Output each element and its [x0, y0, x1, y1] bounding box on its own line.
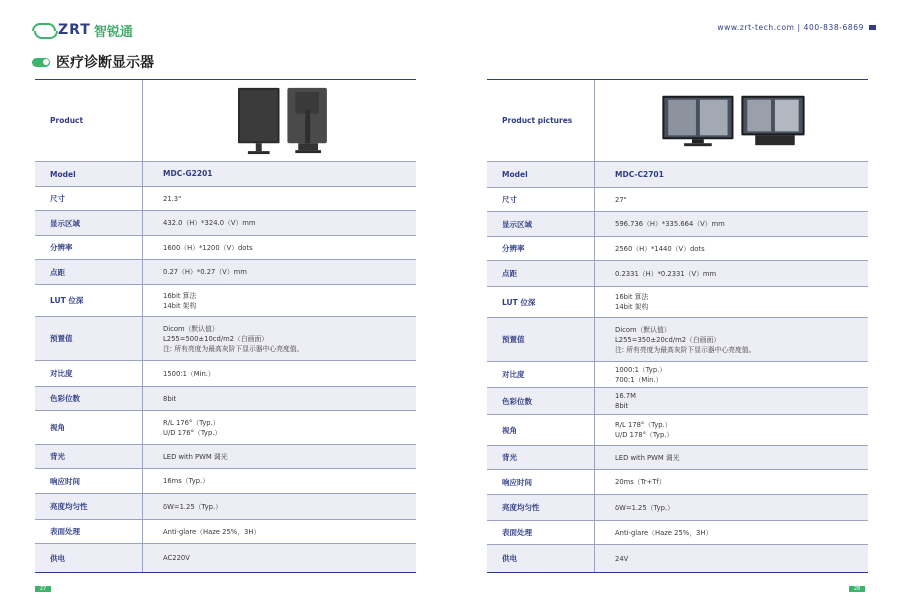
spec-row [487, 237, 868, 261]
spec-row [35, 361, 416, 387]
spec-value-line: U/D 176°（Typ.） [163, 428, 222, 437]
spec-row [487, 415, 868, 446]
spec-value-line: 432.0（H）*324.0（V）mm [163, 219, 256, 227]
spec-label: 供电 [487, 545, 595, 572]
spec-label: 对比度 [35, 361, 143, 386]
spec-value [595, 287, 868, 317]
spec-value-line: 16bit 算法 [163, 291, 197, 300]
product-image-cell [595, 80, 868, 161]
spec-value-line: 注: 所有亮度为最高灰阶下显示器中心亮度值。 [163, 344, 304, 353]
spec-value-line: R/L 178°（Typ.） [615, 421, 672, 429]
spec-value-line: 16bit 算法 [615, 293, 649, 301]
spec-value-line: R/L 176°（Typ.） [163, 418, 220, 427]
spec-value-line: 27" [615, 195, 627, 204]
spec-row [487, 188, 868, 212]
spec-value [143, 187, 416, 210]
product-image-cell [143, 80, 416, 161]
page-number-left: 27 [35, 586, 51, 592]
spec-value-line: 14bit 架构 [163, 301, 197, 310]
spec-value [595, 261, 868, 286]
spec-value-line: 596.736（H）*335.664（V）mm [615, 220, 725, 228]
monitor-back-image [287, 88, 327, 153]
spec-value-line: 24V [615, 554, 629, 563]
brand-logo [32, 20, 133, 40]
spec-value [595, 545, 868, 572]
spec-value [595, 162, 868, 187]
spec-value [595, 388, 868, 414]
spec-value [595, 470, 868, 494]
spec-label: 对比度 [487, 362, 595, 387]
spec-value-line: 8bit [163, 394, 177, 403]
spec-label: 预置值 [487, 318, 595, 361]
monitor-xray-image-1 [662, 96, 733, 146]
spec-value-line: 1500:1（Min.） [163, 369, 215, 378]
spec-label: 响应时间 [487, 470, 595, 494]
spec-value [143, 361, 416, 386]
spec-row [35, 387, 416, 411]
product-picture [143, 80, 416, 161]
spec-value-line: 16ms（Typ.） [163, 477, 209, 485]
spec-value [143, 317, 416, 360]
spec-value-line: Dicom（默认值） [163, 324, 219, 333]
spec-value-line: MDC-C2701 [615, 169, 664, 179]
product-picture [595, 80, 868, 161]
monitor-front-image [238, 88, 279, 154]
spec-label: 视角 [487, 415, 595, 445]
spec-value-line: 8bit [615, 402, 629, 410]
spec-value [143, 411, 416, 444]
spec-label: LUT 位深 [35, 285, 143, 316]
spec-row [35, 411, 416, 445]
spec-row [35, 285, 416, 317]
spec-label: 亮度均匀性 [487, 495, 595, 520]
spec-row [35, 236, 416, 260]
logo-mark-icon [32, 22, 54, 38]
spec-row [487, 470, 868, 495]
spec-label: 亮度均匀性 [35, 494, 143, 519]
spec-value-line: 1000:1（Typ.） [615, 365, 667, 374]
spec-label: 表面处理 [487, 521, 595, 544]
spec-value [143, 236, 416, 259]
spec-value [143, 387, 416, 410]
toggle-pill-icon [32, 58, 50, 67]
spec-value [143, 260, 416, 284]
spec-value [595, 415, 868, 445]
spec-value-line: L255=500±10cd/m2（白画面） [163, 334, 269, 343]
spec-label: 表面处理 [35, 520, 143, 543]
spec-value-line: Anti-glare（Haze 25%，3H） [615, 528, 713, 537]
spec-row [487, 318, 868, 362]
spec-value [143, 494, 416, 519]
spec-row [487, 521, 868, 545]
spec-row [487, 362, 868, 388]
brand-name-en: ZRT [58, 22, 91, 38]
spec-label: Model [35, 162, 143, 186]
spec-value [143, 445, 416, 468]
page-number-right: 28 [849, 586, 865, 592]
spec-row [35, 317, 416, 361]
spec-label: 点距 [35, 260, 143, 284]
spec-value [595, 212, 868, 236]
spec-value-line: 注: 所有亮度为最高灰阶下显示器中心亮度值。 [615, 345, 756, 354]
spec-label: 分辨率 [487, 237, 595, 260]
contact-info [717, 23, 876, 32]
spec-row [487, 261, 868, 287]
spec-value [143, 520, 416, 543]
spec-value [595, 237, 868, 260]
spec-label: 显示区域 [487, 212, 595, 236]
spec-value-line: 21.3" [163, 194, 182, 203]
spec-value [595, 318, 868, 361]
spec-value [595, 495, 868, 520]
spec-row [35, 494, 416, 520]
spec-row [487, 388, 868, 415]
spec-value-line: AC220V [163, 554, 190, 562]
spec-label: 背光 [487, 446, 595, 469]
spec-value [595, 446, 868, 469]
spec-label: Product pictures [487, 80, 595, 161]
spec-row [35, 445, 416, 469]
spec-value [143, 469, 416, 493]
spec-table-left [35, 79, 416, 573]
brand-name-cn: 智锐通 [93, 24, 133, 40]
spec-value [595, 362, 868, 387]
spec-row [35, 469, 416, 494]
spec-value-line: δW=1.25（Typ.） [163, 502, 222, 511]
spec-table-right [487, 79, 868, 573]
spec-value [143, 544, 416, 572]
spec-value-line: LED with PWM 调光 [163, 452, 228, 461]
spec-row [35, 80, 416, 162]
spec-row [35, 520, 416, 544]
spec-row [35, 260, 416, 285]
spec-label: 显示区域 [35, 211, 143, 235]
section-title-text: 医疗诊断显示器 [56, 55, 154, 71]
spec-label: 色彩位数 [487, 388, 595, 414]
spec-label: 分辨率 [35, 236, 143, 259]
spec-row [35, 187, 416, 211]
spec-label: 视角 [35, 411, 143, 444]
spec-label: 供电 [35, 544, 143, 572]
spec-label: Product [35, 80, 143, 161]
spec-label: 尺寸 [487, 188, 595, 211]
spec-value-line: LED with PWM 调光 [615, 453, 680, 462]
spec-label: 点距 [487, 261, 595, 286]
contact-square-icon [869, 25, 876, 30]
spec-row [35, 544, 416, 572]
spec-label: 预置值 [35, 317, 143, 360]
section-title [32, 52, 154, 72]
spec-value [143, 211, 416, 235]
spec-value [595, 188, 868, 211]
spec-value [595, 521, 868, 544]
spec-value-line: MDC-G2201 [163, 169, 213, 178]
spec-value-line: L255=350±20cd/m2（白画面） [615, 335, 721, 344]
spec-label: Model [487, 162, 595, 187]
spec-row [487, 495, 868, 521]
spec-value-line: 0.27（H）*0.27（V）mm [163, 268, 247, 276]
spec-row [487, 162, 868, 188]
spec-value-line: δW=1.25（Typ.） [615, 503, 674, 512]
spec-value-line: 0.2331（H）*0.2331（V）mm [615, 269, 717, 278]
spec-value-line: U/D 178°（Typ.） [615, 431, 674, 439]
spec-value-line: 2560（H）*1440（V）dots [615, 244, 705, 253]
monitor-xray-image-2 [741, 96, 804, 145]
spec-value-line: 14bit 架构 [615, 303, 649, 311]
spec-row [35, 211, 416, 236]
spec-row [35, 162, 416, 187]
spec-row [487, 545, 868, 572]
spec-row [487, 80, 868, 162]
spec-value-line: 1600（H）*1200（V）dots [163, 243, 253, 252]
spec-row [487, 212, 868, 237]
spec-label: 背光 [35, 445, 143, 468]
spec-row [487, 446, 868, 470]
spec-value-line: Dicom（默认值） [615, 325, 671, 334]
spec-label: LUT 位深 [487, 287, 595, 317]
spec-value-line: 16.7M [615, 392, 636, 400]
spec-value-line: 20ms（Tr+Tf） [615, 478, 666, 486]
spec-value-line: 700:1（Min.） [615, 375, 663, 384]
spec-value-line: Anti-glare（Haze 25%，3H） [163, 527, 261, 536]
spec-value [143, 285, 416, 316]
spec-label: 色彩位数 [35, 387, 143, 410]
spec-label: 响应时间 [35, 469, 143, 493]
spec-value [143, 162, 416, 186]
spec-label: 尺寸 [35, 187, 143, 210]
contact-text: www.zrt-tech.com | 400-838-6869 [717, 23, 864, 32]
spec-row [487, 287, 868, 318]
